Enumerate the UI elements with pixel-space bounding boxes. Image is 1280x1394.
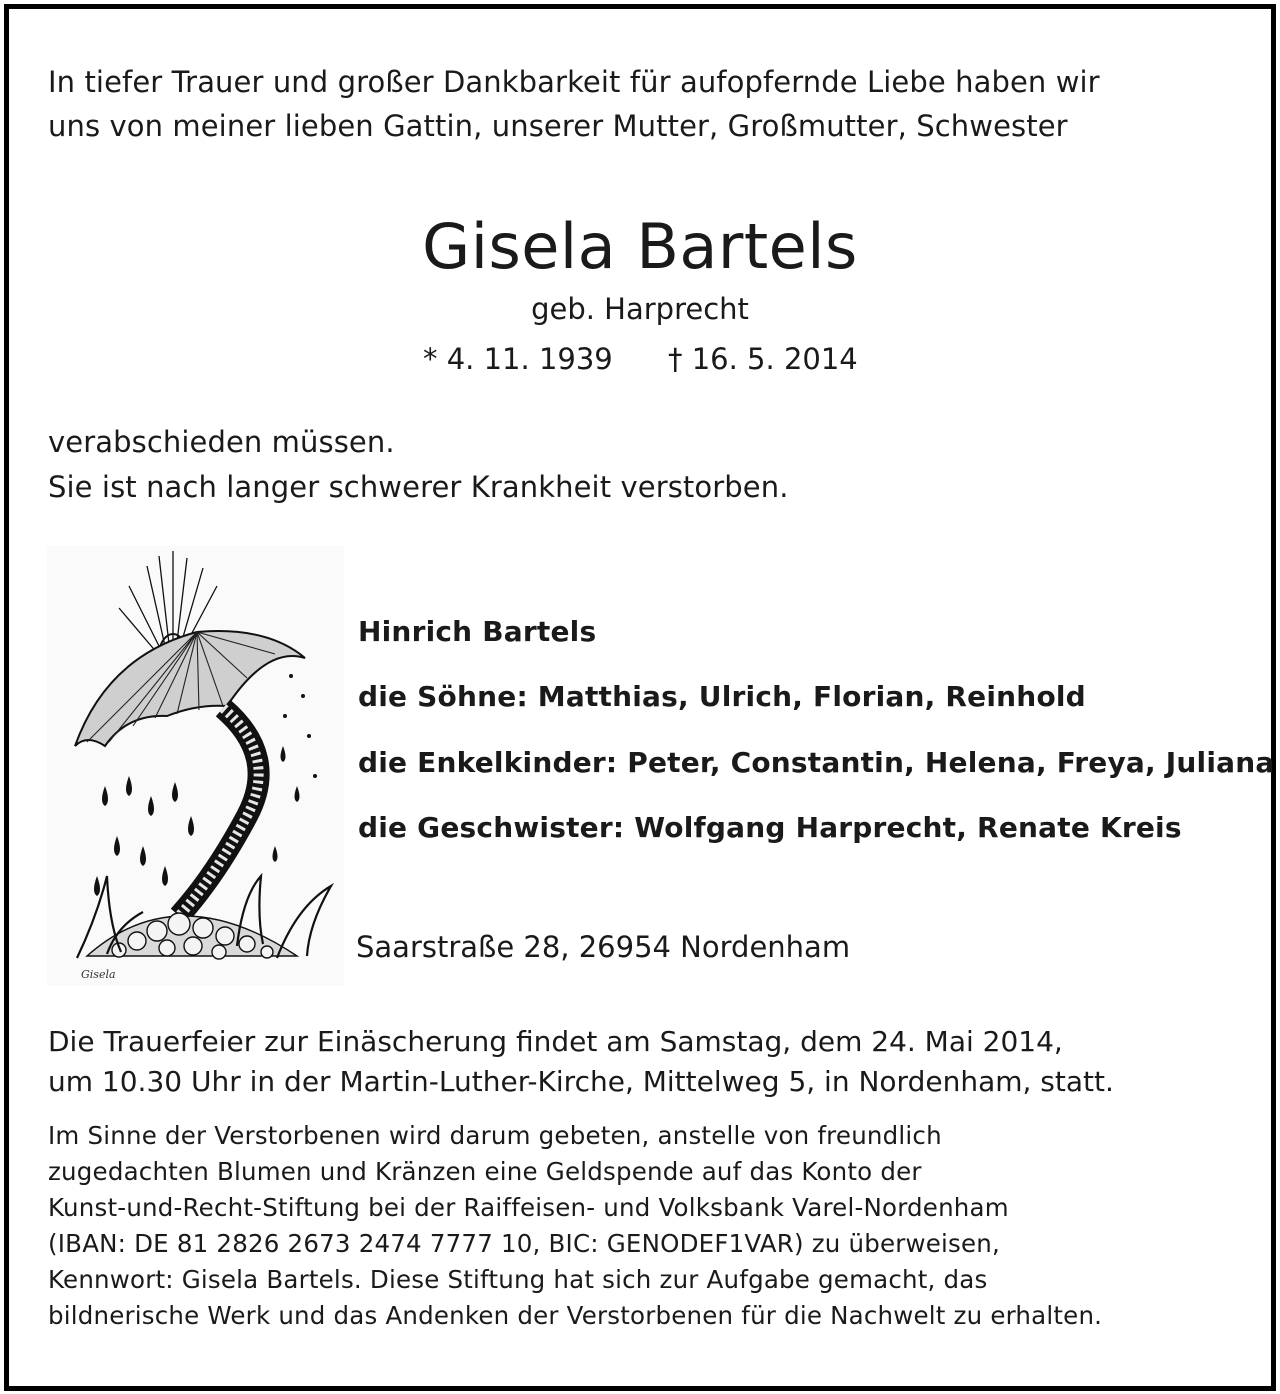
intro-line-2: uns von meiner lieben Gattin, unserer Mutter, Großmutter, Schwester xyxy=(48,109,1068,143)
farewell-line-1: verabschieden müssen. xyxy=(48,425,395,459)
birth-date: * 4. 11. 1939 xyxy=(423,342,613,376)
service-line-1: Die Trauerfeier zur Einäscherung findet am Samstag, dem 24. Mai 2014, xyxy=(48,1025,1063,1058)
family-line-spouse: Hinrich Bartels xyxy=(358,615,597,648)
donation-line-1: Im Sinne der Verstorbenen wird darum gebeten, anstelle von freundlich xyxy=(48,1121,942,1150)
family-line-sons: die Söhne: Matthias, Ulrich, Florian, Reinhold xyxy=(358,680,1086,713)
umbrella-artwork xyxy=(47,546,344,986)
family-line-siblings: die Geschwister: Wolfgang Harprecht, Renate Kreis xyxy=(358,811,1182,844)
donation-line-4: (IBAN: DE 81 2826 2673 2474 7777 10, BIC: GENODEF1VAR) zu überweisen, xyxy=(48,1229,1001,1258)
deceased-name: Gisela Bartels xyxy=(422,210,858,283)
birth-name: geb. Harprecht xyxy=(531,292,749,326)
donation-line-2: zugedachten Blumen und Kränzen eine Geldspende auf das Konto der xyxy=(48,1157,922,1186)
family-line-grandchildren: die Enkelkinder: Peter, Constantin, Helena, Freya, Juliana xyxy=(358,746,1275,779)
artwork-signature: Gisela xyxy=(81,968,116,981)
service-line-2: um 10.30 Uhr in der Martin-Luther-Kirche, Mittelweg 5, in Nordenham, statt. xyxy=(48,1065,1114,1098)
address: Saarstraße 28, 26954 Nordenham xyxy=(356,930,851,964)
donation-line-6: bildnerische Werk und das Andenken der Verstorbenen für die Nachwelt zu erhalten. xyxy=(48,1301,1103,1330)
donation-line-3: Kunst-und-Recht-Stiftung bei der Raiffeisen- und Volksbank Varel-Nordenham xyxy=(48,1193,1009,1222)
donation-line-5: Kennwort: Gisela Bartels. Diese Stiftung hat sich zur Aufgabe gemacht, das xyxy=(48,1265,988,1294)
death-date: † 16. 5. 2014 xyxy=(668,342,858,376)
farewell-line-2: Sie ist nach langer schwerer Krankheit verstorben. xyxy=(48,470,789,504)
intro-line-1: In tiefer Trauer und großer Dankbarkeit für aufopfernde Liebe haben wir xyxy=(48,65,1100,99)
